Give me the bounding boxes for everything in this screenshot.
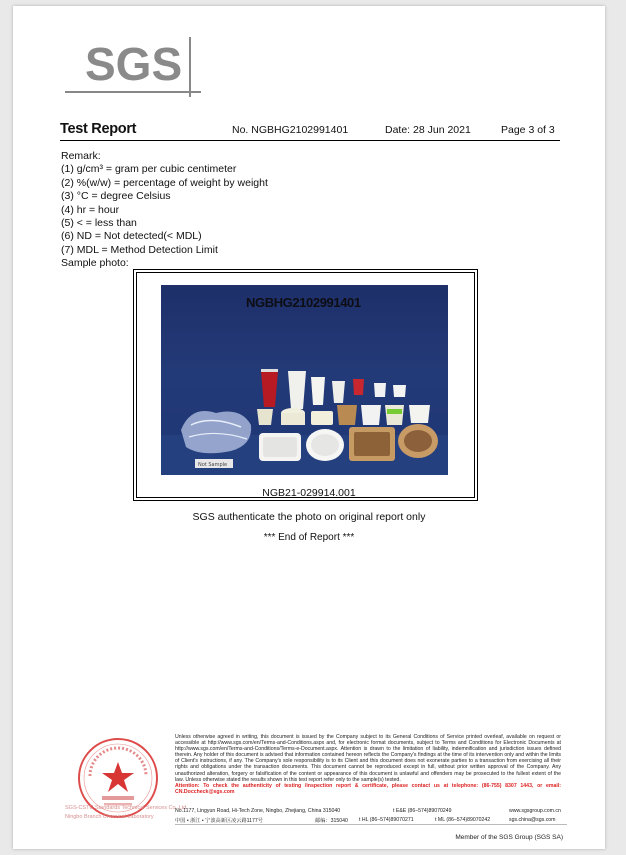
sample-photo-label: Sample photo: xyxy=(61,257,129,270)
authenticate-note: SGS authenticate the photo on original report only xyxy=(192,511,426,523)
remark-item: (7) MDL = Method Detection Limit xyxy=(61,243,218,256)
remark-item: (2) %(w/w) = percentage of weight by weight xyxy=(61,176,268,189)
phone-ml: t ML (86–574)89070242 xyxy=(435,817,491,823)
sample-photo-drawing xyxy=(161,285,448,475)
cups-row-top xyxy=(261,369,406,409)
remarks-section xyxy=(61,150,268,271)
sgs-logo-text: SGS xyxy=(85,38,183,90)
plastic-bag-icon xyxy=(181,411,251,453)
report-header xyxy=(60,118,560,140)
logo-rule-right xyxy=(189,37,191,97)
seal-caption-line-1: SGS-CSTC Standards Technical Services Co.,Ltd. xyxy=(65,805,188,811)
address-cn: 中国 • 浙江 • 宁波高新区凌云路1177号 xyxy=(175,818,263,824)
seal-caption-line-2: Ningbo Branch Chemical Laboratory xyxy=(65,814,154,820)
sgs-logo xyxy=(65,33,201,97)
report-date: Date: 28 Jun 2021 xyxy=(385,124,471,136)
phone-hl: t HL (86–574)89070271 xyxy=(359,817,414,823)
remark-item: (6) ND = Not detected(< MDL) xyxy=(61,230,202,243)
seal-caption xyxy=(65,804,188,822)
remarks-heading: Remark: xyxy=(61,150,101,162)
address-en: No.1177, Lingyun Road, Hi-Tech Zone, Ningbo, Zhejiang, China 315040 xyxy=(175,808,341,814)
cups-row-middle xyxy=(257,405,430,425)
sample-tag-text: Not Sample xyxy=(198,462,228,468)
sgs-member-note: Member of the SGS Group (SGS SA) xyxy=(455,834,563,841)
photo-overlay-label: NGBHG2102991401 xyxy=(246,295,361,310)
contact-email[interactable]: sgs.china@sgs.com xyxy=(509,817,556,823)
report-number: No. NGBHG2102991401 xyxy=(232,124,349,136)
page-indicator: Page 3 of 3 xyxy=(501,124,555,136)
header-rule xyxy=(60,140,560,141)
phone-en: t E&E (86–574)89070249 xyxy=(393,808,452,814)
footer-rule xyxy=(175,824,567,825)
sample-photo xyxy=(161,285,448,475)
disclaimer-text: Unless otherwise agreed in writing, this document is issued by the Company subject to its General Conditions of Service printed overleaf, available on request or accessible at http://www.sgs.com/en/Terms-and-Conditions.aspx and, for electronic format documents, subject to Terms and Conditions for Electronic Documents at http://www.sgs.com/en/Terms-and-Conditions/Terms-e-Document.aspx. Attention is drawn to the limitation of liability, indemnification and jurisdiction issues defined therein. Any holder of this document is advised that information contained hereon reflects the Company's findings at the time of its intervention only and within the limits of Client's instructions, if any. The Company's sole responsibility is to its Client and this document does not exonerate parties to a transaction from exercising all their rights and obligations under the transaction documents. This document cannot be reproduced except in full, without prior written approval of the Company. Any unauthorized alteration, forgery or falsification of the content or appearance of this document is unlawful and offenders may be prosecuted to the fullest extent of the law. Unless otherwise stated the results shown in this test report refer only to the sample(s) tested. xyxy=(175,734,561,783)
remark-item: (4) hr = hour xyxy=(61,203,120,216)
remark-item: (3) °C = degree Celsius xyxy=(61,190,171,203)
postcode-cn: 邮编：315040 xyxy=(315,818,348,824)
remark-item: (5) < = less than xyxy=(61,217,137,230)
attention-text: Attention: To check the authenticity of testing /inspection report & certificate, please contact us at telephone: (86-755) 8307 1443, or email: CN.Doccheck@sgs.com xyxy=(175,782,561,795)
end-of-report: *** End of Report *** xyxy=(263,532,355,543)
logo-rule-bottom xyxy=(65,91,201,93)
report-title: Test Report xyxy=(60,121,137,137)
photo-caption: NGB21-029914.001 xyxy=(262,487,356,499)
report-page xyxy=(13,6,605,849)
website-link[interactable]: www.sgsgroup.com.cn xyxy=(509,808,561,814)
remark-item: (1) g/cm³ = gram per cubic centimeter xyxy=(61,163,237,176)
legal-disclaimer xyxy=(175,734,561,795)
